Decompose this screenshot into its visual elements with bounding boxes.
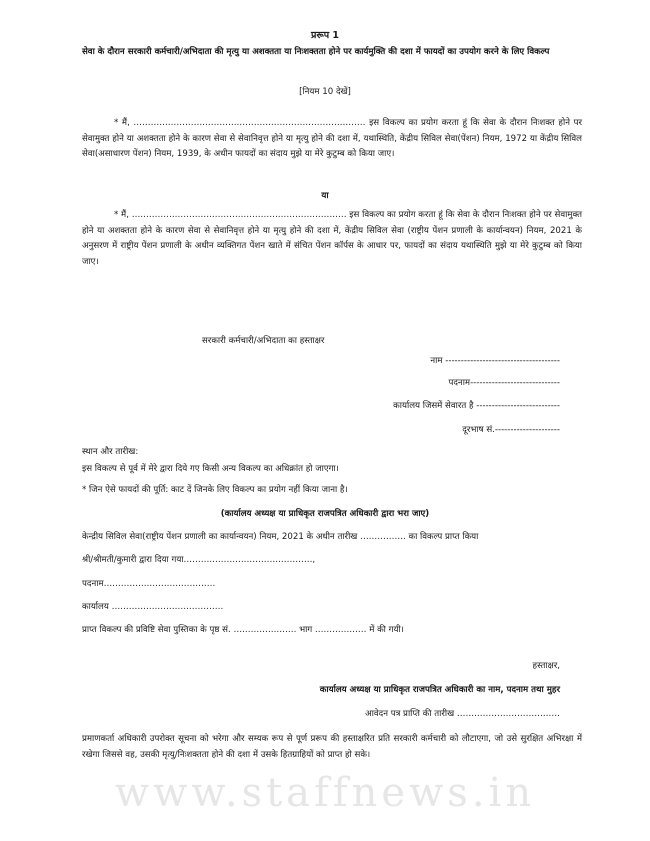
strike-note: * जिन ऐसे फायदों की पूर्ति: काट दें जिनके लिए विकल्प का प्रयोग नहीं किया जाना है। bbox=[82, 485, 348, 495]
phone-line: दूरभाष सं.--------------------- bbox=[462, 425, 560, 435]
designation-line: पदनाम----------------------------- bbox=[448, 378, 560, 388]
officer-sign-label: हस्ताक्षर, bbox=[532, 661, 560, 671]
watermark: www.staffnews.in bbox=[114, 770, 536, 816]
receipt-date-line: आवेदन पत्र प्राप्ति की तारीख ……………………………… bbox=[365, 709, 560, 719]
option-1-paragraph: * मैं, ……………………………………………………………………… इस विकल्प का प्रयोग करता हूं कि सेवा के दौरान निःशक्त होने पर सेवामुक्त होने या अशक्तता होने के कारण सेवा से सेवानिवृत्त होने या मृत्यु होने की दशा में, यथास्थिति, केंद्रीय सिविल सेवा(पेंशन) नियम, 1972 या केंद्रीय सिविल सेवा(असाधारण पेंशन) नियम, 1939, के अधीन फायदों का संदाय मुझे या मेरे कुटुम्ब को किया जाए। bbox=[82, 118, 582, 159]
form-subtitle: सेवा के दौरान सरकारी कर्मचारी/अभिदाता की मृत्यु या अशक्तता या निःशक्तता होने पर कार्यमुक्ति की दशा में फायदों का उपयोग करने के लिए विकल्प bbox=[82, 47, 550, 57]
option-2-paragraph: * मैं, ………………………………………………………………… इस विकल्प का प्रयोग करता हूं कि सेवा के दौरान निःशक्त होने पर सेवामुक्त होने या अशक्तता होने के कारण सेवा से सेवानिवृत्त होने या मृत्यु होने की दशा में, केंद्रीय सिविल सेवा (राष्ट्रीय पेंशन प्रणाली के कार्यान्वयन) नियम, 2021 के अनुसरण में राष्ट्रीय पेंशन प्रणाली के अधीन व्यक्तिगत पेंशन खाते में संचित पेंशन कॉर्पस के आधार पर, फायदों का संदाय यथास्थिति मुझे या मेरे कुटुम्ब को किया जाए। bbox=[82, 210, 582, 267]
form-title: प्ररूप 1 bbox=[310, 30, 340, 41]
office-line-2: श्री/श्रीमती/कुमारी द्वारा दिया गया………………………………………, bbox=[82, 555, 316, 565]
name-line: नाम ------------------------------------- bbox=[430, 356, 560, 366]
or-separator: या bbox=[321, 191, 329, 201]
place-date-label: स्थान और तारीख: bbox=[82, 447, 139, 457]
office-line-3: पदनाम………………………………… bbox=[82, 579, 216, 589]
office-line-4: कार्यालय ………………………………… bbox=[82, 602, 224, 612]
supersede-note: इस विकल्प से पूर्व में मेरे द्वारा दिये गए किसी अन्य विकल्प का अधिक्रांत हो जाएगा। bbox=[82, 464, 339, 474]
rule-reference: [नियम 10 देखें] bbox=[299, 87, 351, 97]
office-line-1: केन्द्रीय सिविल सेवा(राष्ट्रीय पेंशन प्रणाली का कार्यान्वयन) नियम, 2021 के अधीन तारीख ……………. का विकल्प प्राप्त किया bbox=[82, 532, 479, 542]
office-section-heading: (कार्यालय अध्यक्ष या प्राधिकृत राजपत्रित अधिकारी द्वारा भरा जाए) bbox=[220, 509, 430, 519]
office-line: कार्यालय जिसमें सेवारत है --------------------------- bbox=[393, 401, 560, 411]
office-line-5: प्राप्त विकल्प की प्रविष्टि सेवा पुस्तिका के पृष्ठ सं. …………………. भाग ……………… में की गयी। bbox=[82, 625, 404, 635]
officer-name-label: कार्यालय अध्यक्ष या प्राधिकृत राजपत्रित अधिकारी का नाम, पदनाम तथा मुहर bbox=[319, 685, 560, 695]
certifying-officer-note: प्रमाणकर्ता अधिकारी उपरोक्त सूचना को भरेगा और सम्यक रूप से पूर्ण प्ररूप की हस्ताक्षरित प्रति सरकारी कर्मचारी को लौटाएगा, जो उसे सुरक्षित अभिरक्षा में रखेगा जिससे वह, उसकी मृत्यु/निःशक्तता होने की दशा में उसके हितग्राहियों को प्राप्त हो सके। bbox=[82, 734, 582, 760]
signature-label: सरकारी कर्मचारी/अभिदाता का हस्ताक्षर bbox=[202, 336, 325, 346]
